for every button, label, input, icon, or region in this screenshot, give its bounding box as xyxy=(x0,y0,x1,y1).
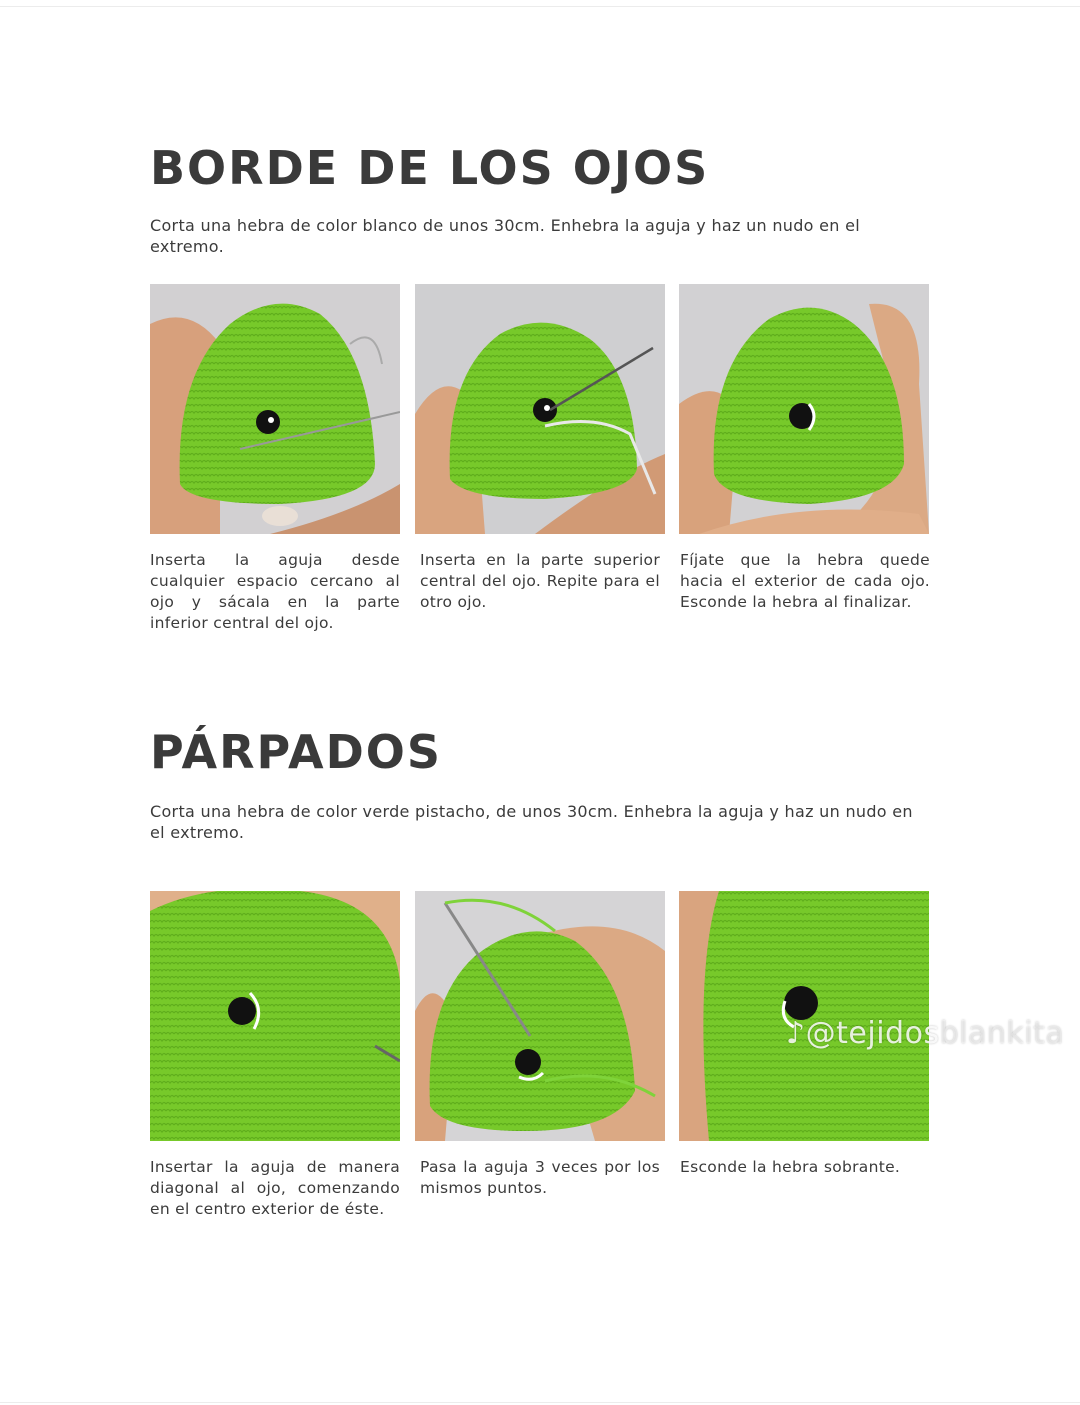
step-caption: Fíjate que la hebra quede hacia el exterior de cada ojo. Esconde la hebra al finalizar. xyxy=(680,551,930,611)
step-photo xyxy=(415,891,665,1141)
step-photo xyxy=(150,284,400,534)
section-intro: Corta una hebra de color verde pistacho, de unos 30cm. Enhebra la aguja y haz un nudo en el extremo. xyxy=(150,802,913,842)
section-intro: Corta una hebra de color blanco de unos 30cm. Enhebra la aguja y haz un nudo en el extremo. xyxy=(150,216,861,256)
section-title: PÁRPADOS xyxy=(150,725,443,779)
step-caption: Esconde la hebra sobrante. xyxy=(680,1158,901,1176)
tiktok-icon: ♪ xyxy=(786,1016,806,1051)
top-divider xyxy=(0,6,1080,7)
section-title: BORDE DE LOS OJOS xyxy=(150,141,710,195)
step-photo xyxy=(150,891,400,1141)
tiktok-watermark xyxy=(786,1016,1064,1051)
step-photo xyxy=(415,284,665,534)
step-caption: Pasa la aguja 3 veces por los mismos puntos. xyxy=(420,1158,660,1197)
step-caption: Inserta la aguja desde cualquier espacio cercano al ojo y sácala en la parte inferior central del ojo. xyxy=(150,551,400,632)
step-photo xyxy=(679,284,929,534)
watermark-handle-faded: blankita xyxy=(939,1016,1065,1051)
step-caption: Inserta en la parte superior central del ojo. Repite para el otro ojo. xyxy=(420,551,660,611)
section-eye-border xyxy=(150,140,930,196)
step-caption: Insertar la aguja de manera diagonal al ojo, comenzando en el centro exterior de éste. xyxy=(150,1158,400,1218)
watermark-handle: @tejidos xyxy=(805,1016,940,1051)
bottom-divider xyxy=(0,1402,1080,1403)
section-eyelids xyxy=(150,724,930,780)
